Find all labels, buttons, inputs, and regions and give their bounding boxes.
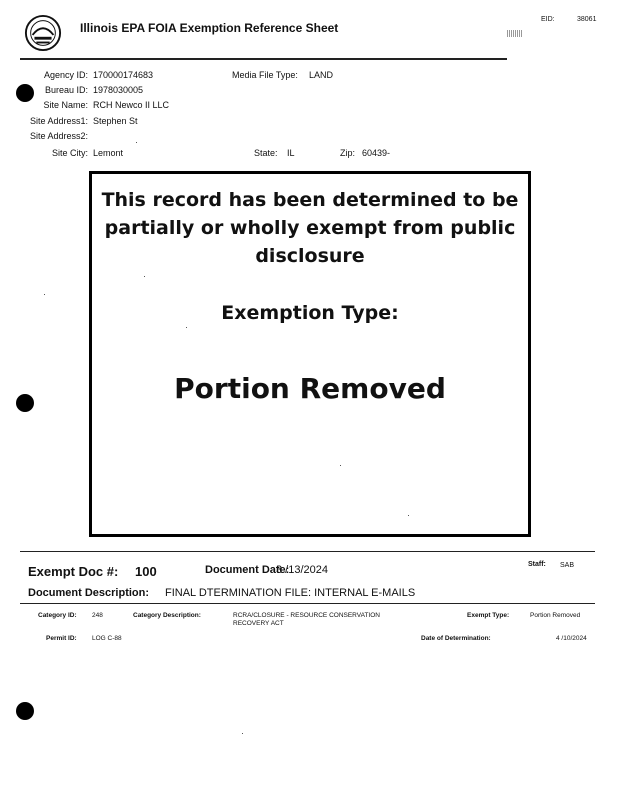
- category-description-line2: RECOVERY ACT: [233, 620, 284, 627]
- exempt-doc-value: 100: [135, 564, 157, 579]
- state-value: IL: [287, 148, 295, 158]
- site-name-value: RCH Newco II LLC: [93, 100, 170, 110]
- agency-id-value: 170000174683: [93, 70, 154, 80]
- staff-label: Staff:: [528, 561, 546, 568]
- punch-hole: [16, 702, 34, 720]
- scan-speck: [242, 733, 243, 734]
- site-address2-label: Site Address2:: [29, 131, 88, 141]
- document-date-label: Document Date:: [205, 564, 290, 576]
- scan-speck: [44, 294, 45, 295]
- zip-value: 60439-: [362, 148, 391, 158]
- scan-speck: [408, 515, 409, 516]
- illinois-epa-seal-icon: [24, 14, 62, 52]
- media-file-type-value: LAND: [309, 70, 334, 80]
- bureau-id-value: 1978030005: [93, 85, 144, 95]
- exemption-type-value: Portion Removed: [174, 372, 446, 405]
- document-description-label: Document Description:: [28, 587, 150, 599]
- scan-speck: [340, 465, 341, 466]
- state-label: State:: [254, 148, 278, 158]
- site-city-value: Lemont: [93, 148, 124, 158]
- document-date-value: 3 /13/2024: [276, 564, 328, 576]
- site-name-label: Site Name:: [43, 100, 88, 110]
- exemption-type-label: Exemption Type:: [221, 302, 399, 324]
- date-of-determination-value: 4 /10/2024: [556, 635, 587, 642]
- category-description-line1: RCRA/CLOSURE - RESOURCE CONSERVATION: [233, 612, 380, 619]
- eid-value: 38061: [577, 16, 597, 23]
- exempt-type-value: Portion Removed: [530, 612, 581, 619]
- site-city-label: Site City:: [51, 148, 88, 158]
- staff-value: SAB: [560, 562, 575, 569]
- category-id-label: Category ID:: [38, 612, 77, 619]
- category-id-value: 248: [92, 612, 103, 619]
- exemption-message: This record has been determined to be partially or wholly exempt from public disclosure: [101, 189, 519, 267]
- document-description-value: FINAL DTERMINATION FILE: INTERNAL E-MAILS: [165, 587, 416, 599]
- eid-label: EID:: [541, 16, 555, 23]
- bureau-id-label: Bureau ID:: [44, 85, 88, 95]
- agency-id-label: Agency ID:: [43, 70, 88, 80]
- site-address1-label: Site Address1:: [29, 116, 88, 126]
- scan-speck: [144, 276, 145, 277]
- description-divider: [20, 603, 595, 604]
- media-file-type-label: Media File Type:: [232, 70, 298, 80]
- section-divider: [20, 551, 595, 552]
- exempt-doc-label: Exempt Doc #:: [28, 564, 119, 579]
- zip-label: Zip:: [340, 148, 356, 158]
- punch-hole: [16, 394, 34, 412]
- date-of-determination-label: Date of Determination:: [421, 635, 491, 642]
- scan-speck: [136, 142, 137, 143]
- site-address1-value: Stephen St: [93, 116, 138, 126]
- permit-id-label: Permit ID:: [46, 635, 77, 642]
- barcode-stamp: [507, 30, 523, 37]
- scan-speck: [186, 327, 187, 328]
- permit-id-value: LOG C-88: [92, 635, 122, 642]
- category-description-label: Category Description:: [133, 612, 201, 619]
- header-divider: [20, 58, 507, 60]
- page-title: Illinois EPA FOIA Exemption Reference Sheet: [80, 21, 339, 35]
- exempt-type-label: Exempt Type:: [467, 612, 510, 619]
